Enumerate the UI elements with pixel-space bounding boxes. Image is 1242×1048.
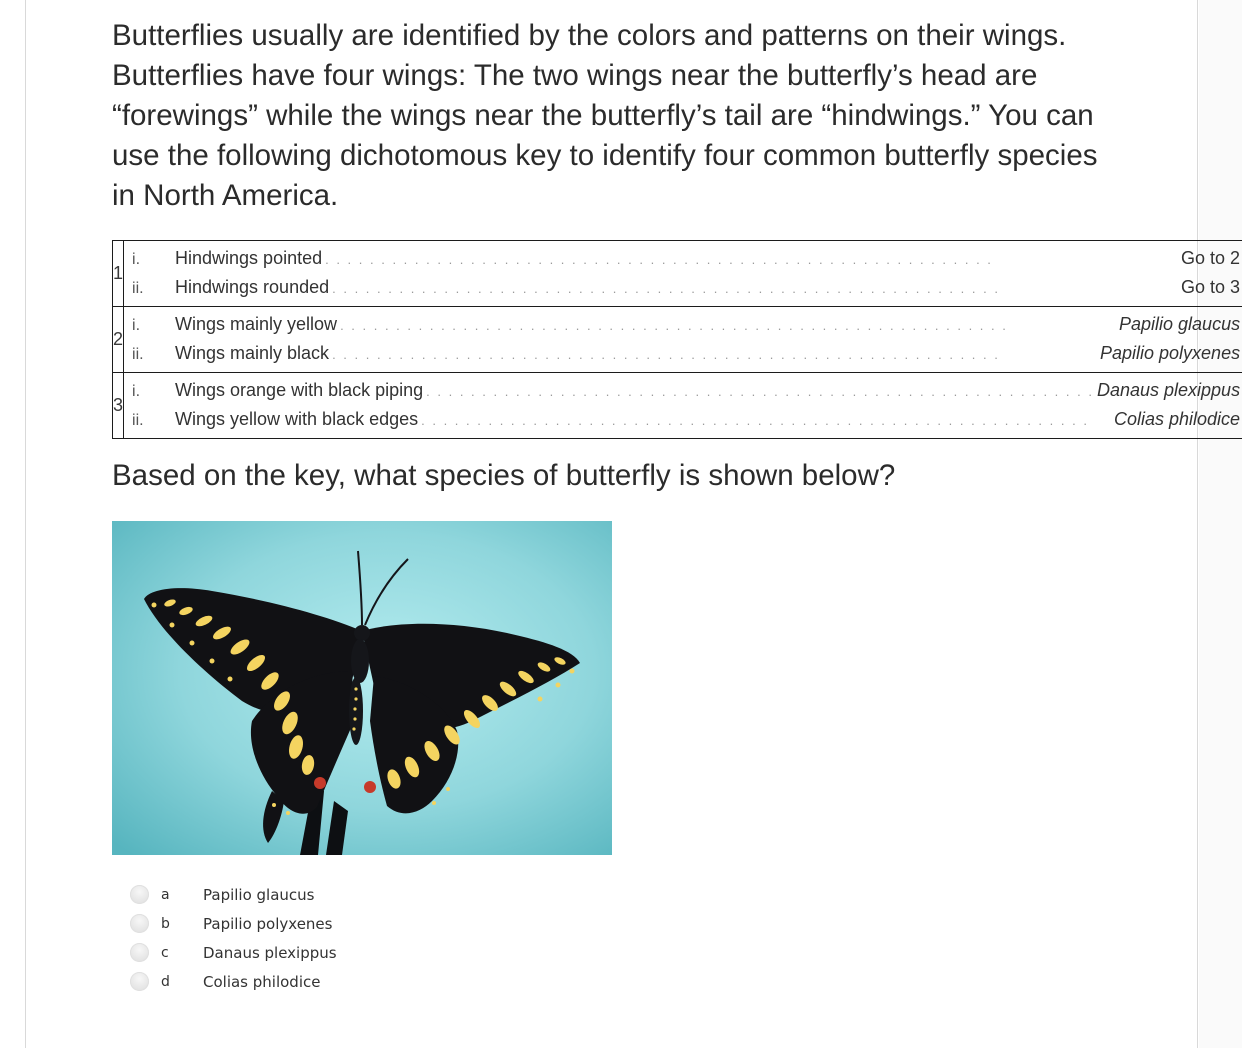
answer-option-c[interactable] xyxy=(130,938,337,967)
answer-option-a[interactable] xyxy=(130,880,337,909)
leader-dots xyxy=(322,245,1181,274)
key-line-numeral: i. xyxy=(132,251,141,268)
key-line xyxy=(132,310,1240,339)
radio-button[interactable] xyxy=(130,943,149,962)
answer-option-d[interactable] xyxy=(130,967,337,996)
key-line-numeral: i. xyxy=(132,383,141,400)
key-line xyxy=(132,273,1240,302)
key-line-description: Wings mainly black xyxy=(175,343,330,363)
key-step-number: 1 xyxy=(113,241,124,307)
key-line-numeral: i. xyxy=(132,317,141,334)
leader-dots xyxy=(329,340,1100,369)
butterfly-photo xyxy=(112,521,612,855)
key-line xyxy=(132,244,1240,273)
key-line-result: Danaus plexippus xyxy=(1096,380,1241,400)
key-line-result: Papilio polyxenes xyxy=(1099,343,1241,363)
key-line xyxy=(132,339,1240,368)
eyespot xyxy=(364,781,376,793)
leader-dots xyxy=(418,406,1114,435)
radio-button[interactable] xyxy=(130,972,149,991)
key-step-options xyxy=(124,373,1242,439)
key-row xyxy=(113,241,1242,307)
option-letter: a xyxy=(161,886,170,903)
key-row xyxy=(113,373,1242,439)
radio-button[interactable] xyxy=(130,885,149,904)
dichotomous-key-table xyxy=(112,240,1242,439)
key-step-options xyxy=(124,241,1242,307)
key-line-numeral: ii. xyxy=(132,280,144,297)
option-letter: b xyxy=(161,915,170,932)
option-label: Colias philodice xyxy=(203,972,321,991)
option-letter: d xyxy=(161,973,170,990)
key-line-result: Go to 2 xyxy=(1181,248,1241,268)
key-line-result: Go to 3 xyxy=(1181,277,1241,297)
answer-option-b[interactable] xyxy=(130,909,337,938)
leader-dots xyxy=(337,311,1119,340)
option-label: Papilio polyxenes xyxy=(203,914,333,933)
key-line-description: Wings orange with black piping xyxy=(175,380,424,400)
eyespot xyxy=(314,777,326,789)
key-row xyxy=(113,307,1242,373)
key-step-number: 2 xyxy=(113,307,124,373)
leader-dots xyxy=(329,274,1181,303)
key-line-description: Hindwings pointed xyxy=(175,248,323,268)
answer-options xyxy=(130,880,337,996)
key-step-number: 3 xyxy=(113,373,124,439)
key-line-result: Papilio glaucus xyxy=(1119,314,1241,334)
key-line xyxy=(132,376,1240,405)
key-line-description: Wings yellow with black edges xyxy=(175,409,419,429)
question-text: Based on the key, what species of butterfly is shown below? xyxy=(112,459,896,492)
option-label: Papilio glaucus xyxy=(203,885,315,904)
key-line-numeral: ii. xyxy=(132,346,144,363)
page-edge xyxy=(1199,0,1242,1048)
key-line-result: Colias philodice xyxy=(1114,409,1241,429)
option-letter: c xyxy=(161,944,169,961)
option-label: Danaus plexippus xyxy=(203,943,337,962)
key-line-description: Wings mainly yellow xyxy=(175,314,338,334)
key-line xyxy=(132,405,1240,434)
intro-paragraph: Butterflies usually are identified by the colors and patterns on their wings. Butterflies have four wings: The two wings near the butterfly’s head are “forewings” while the wings near the butterfly’s tail are “hindwings.” You can use the following dichotomous key to identify four common butterfly species in North America. xyxy=(112,19,1098,212)
key-step-options xyxy=(124,307,1242,373)
key-line-description: Hindwings rounded xyxy=(175,277,330,297)
radio-button[interactable] xyxy=(130,914,149,933)
photo-background xyxy=(112,521,612,855)
key-line-numeral: ii. xyxy=(132,412,144,429)
leader-dots xyxy=(423,377,1097,406)
